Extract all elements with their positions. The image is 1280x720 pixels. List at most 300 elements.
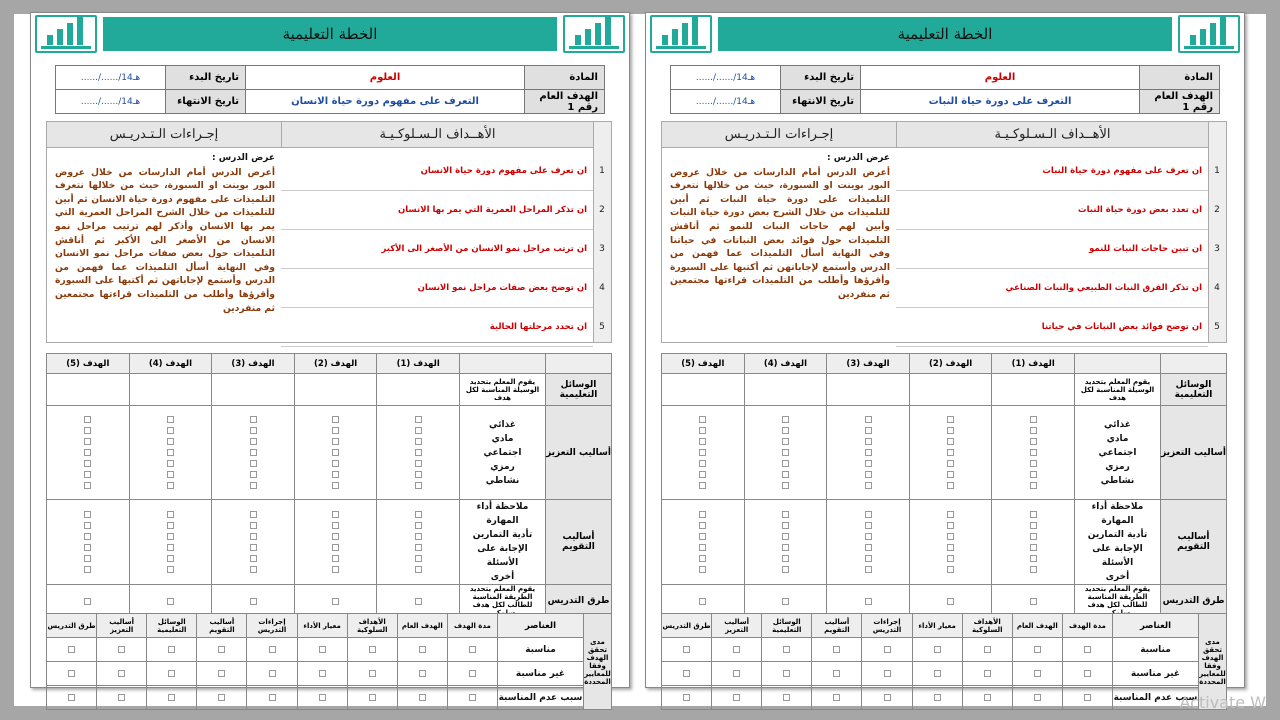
procedure-text xyxy=(51,150,279,340)
checkbox[interactable] xyxy=(1030,449,1037,456)
fit-row-label: مناسبة xyxy=(498,638,584,662)
checkbox[interactable] xyxy=(1030,511,1037,518)
checkbox[interactable] xyxy=(865,427,872,434)
checkbox[interactable] xyxy=(1084,670,1091,677)
element-cell xyxy=(147,686,197,710)
checkbox[interactable] xyxy=(167,438,174,445)
checkbox[interactable] xyxy=(947,460,954,467)
checkbox[interactable] xyxy=(782,555,789,562)
checkbox[interactable] xyxy=(415,449,422,456)
checkbox[interactable] xyxy=(118,694,125,701)
element-cell xyxy=(712,638,762,662)
checkbox[interactable] xyxy=(865,522,872,529)
checkbox[interactable] xyxy=(699,522,706,529)
checkbox[interactable] xyxy=(699,449,706,456)
goal-cell xyxy=(212,500,295,585)
checkbox[interactable] xyxy=(984,670,991,677)
checkbox[interactable] xyxy=(469,646,476,653)
checkbox[interactable] xyxy=(118,646,125,653)
checkbox[interactable] xyxy=(369,646,376,653)
checkbox[interactable] xyxy=(250,438,257,445)
list-entry: أخرى xyxy=(490,572,515,582)
checkbox[interactable] xyxy=(168,646,175,653)
checkbox[interactable] xyxy=(84,471,91,478)
list-entry: ملاحظة أداء المهارة xyxy=(476,502,529,526)
reinforce-list xyxy=(1075,406,1161,500)
methods-label: طرق التدريس xyxy=(546,585,612,618)
checkbox[interactable] xyxy=(833,670,840,677)
goal-cell xyxy=(377,500,460,585)
checkbox[interactable] xyxy=(782,533,789,540)
subject-value[interactable]: العلوم xyxy=(861,66,1140,90)
checkbox[interactable] xyxy=(934,694,941,701)
checkbox[interactable] xyxy=(782,598,789,605)
checkbox[interactable] xyxy=(1030,544,1037,551)
checkbox[interactable] xyxy=(167,598,174,605)
checkbox[interactable] xyxy=(733,670,740,677)
checkbox[interactable] xyxy=(84,482,91,489)
checkbox[interactable] xyxy=(84,598,91,605)
checkbox[interactable] xyxy=(168,694,175,701)
element-cell xyxy=(47,686,97,710)
element-cell xyxy=(662,686,712,710)
checkbox[interactable] xyxy=(84,533,91,540)
checkbox[interactable] xyxy=(782,438,789,445)
checkbox[interactable] xyxy=(947,438,954,445)
element-column-header: الوسائل التعليمية xyxy=(762,614,812,638)
checkbox[interactable] xyxy=(947,427,954,434)
checkbox[interactable] xyxy=(865,471,872,478)
page-header xyxy=(31,13,629,57)
objective-number: 5 xyxy=(1214,322,1220,332)
checkbox[interactable] xyxy=(167,471,174,478)
checkbox[interactable] xyxy=(782,544,789,551)
checkbox[interactable] xyxy=(865,460,872,467)
evaluation-grid xyxy=(661,353,1227,618)
checkbox[interactable] xyxy=(250,555,257,562)
checkbox[interactable] xyxy=(250,416,257,423)
grid-corner-2 xyxy=(460,354,546,374)
element-cell xyxy=(762,638,812,662)
start-date-label: تاريخ البدء xyxy=(781,66,861,90)
checkbox[interactable] xyxy=(415,598,422,605)
checkbox[interactable] xyxy=(947,482,954,489)
checkbox[interactable] xyxy=(332,555,339,562)
checkbox[interactable] xyxy=(699,416,706,423)
checkbox[interactable] xyxy=(699,471,706,478)
objective-number: 5 xyxy=(599,322,605,332)
checkbox[interactable] xyxy=(699,460,706,467)
element-cell xyxy=(347,638,397,662)
achievement-grid xyxy=(46,613,612,710)
checkbox[interactable] xyxy=(167,522,174,529)
checkbox[interactable] xyxy=(947,522,954,529)
checkbox[interactable] xyxy=(947,449,954,456)
checkbox[interactable] xyxy=(1030,416,1037,423)
checkbox[interactable] xyxy=(269,646,276,653)
checkbox[interactable] xyxy=(947,416,954,423)
checkbox[interactable] xyxy=(84,566,91,573)
checkbox[interactable] xyxy=(865,544,872,551)
checkbox[interactable] xyxy=(1030,555,1037,562)
element-cell xyxy=(912,662,962,686)
checkbox[interactable] xyxy=(865,566,872,573)
checkbox[interactable] xyxy=(947,598,954,605)
checkbox[interactable] xyxy=(699,438,706,445)
checkbox[interactable] xyxy=(68,670,75,677)
checkbox[interactable] xyxy=(865,416,872,423)
checkbox[interactable] xyxy=(167,416,174,423)
checkbox[interactable] xyxy=(415,544,422,551)
checkbox[interactable] xyxy=(218,646,225,653)
objective-number: 2 xyxy=(1214,205,1220,215)
checkbox[interactable] xyxy=(469,670,476,677)
checkbox[interactable] xyxy=(332,482,339,489)
school-logo-icon xyxy=(35,15,97,53)
checkbox[interactable] xyxy=(415,438,422,445)
checkbox[interactable] xyxy=(68,646,75,653)
aids-label: الوسائل التعليمية xyxy=(546,374,612,406)
checkbox[interactable] xyxy=(332,533,339,540)
element-cell xyxy=(912,638,962,662)
checkbox[interactable] xyxy=(415,460,422,467)
checkbox[interactable] xyxy=(782,416,789,423)
element-cell xyxy=(862,638,912,662)
checkbox[interactable] xyxy=(167,449,174,456)
checkbox[interactable] xyxy=(884,694,891,701)
checkbox[interactable] xyxy=(683,694,690,701)
checkbox[interactable] xyxy=(415,566,422,573)
element-cell xyxy=(97,638,147,662)
checkbox[interactable] xyxy=(332,511,339,518)
reinforce-label: أساليب التعزيز xyxy=(546,406,612,500)
checkbox[interactable] xyxy=(947,471,954,478)
checkbox[interactable] xyxy=(699,482,706,489)
checkbox[interactable] xyxy=(782,471,789,478)
checkbox[interactable] xyxy=(1034,694,1041,701)
element-column-header: الأهداف السلوكية xyxy=(962,614,1012,638)
checkbox[interactable] xyxy=(415,482,422,489)
procedure-text xyxy=(666,150,894,340)
checkbox[interactable] xyxy=(833,694,840,701)
checkbox[interactable] xyxy=(419,646,426,653)
element-cell xyxy=(97,662,147,686)
goal-cell xyxy=(909,374,992,406)
goal-cell xyxy=(129,374,212,406)
checkbox[interactable] xyxy=(250,471,257,478)
checkbox[interactable] xyxy=(699,511,706,518)
goal-cell xyxy=(992,374,1075,406)
checkbox[interactable] xyxy=(68,694,75,701)
checkbox[interactable] xyxy=(783,646,790,653)
checkbox[interactable] xyxy=(1030,598,1037,605)
element-cell xyxy=(662,662,712,686)
goal-cell xyxy=(744,406,827,500)
elements-label: العناصر xyxy=(498,614,584,638)
checkbox[interactable] xyxy=(884,670,891,677)
objective-number: 4 xyxy=(1214,283,1220,293)
checkbox[interactable] xyxy=(1034,670,1041,677)
methods-label: طرق التدريس xyxy=(1161,585,1227,618)
checkbox[interactable] xyxy=(167,460,174,467)
checkbox[interactable] xyxy=(269,694,276,701)
checkbox[interactable] xyxy=(250,566,257,573)
checkbox[interactable] xyxy=(947,511,954,518)
start-date-field[interactable]: ....../....../14هـ xyxy=(56,66,166,90)
checkbox[interactable] xyxy=(319,694,326,701)
subject-value[interactable]: العلوم xyxy=(246,66,525,90)
start-date-field[interactable]: ....../....../14هـ xyxy=(671,66,781,90)
checkbox[interactable] xyxy=(84,544,91,551)
checkbox[interactable] xyxy=(250,482,257,489)
element-cell xyxy=(197,638,247,662)
checkbox[interactable] xyxy=(168,670,175,677)
page-title: الخطة التعليمية xyxy=(897,25,993,43)
achievement-grid xyxy=(661,613,1227,710)
checkbox[interactable] xyxy=(1084,646,1091,653)
objective-item: ان ترتب مراحل نمو الانسان من الأصغر الى الأكبر xyxy=(281,230,593,269)
element-cell xyxy=(297,686,347,710)
info-table xyxy=(55,65,605,114)
checkbox[interactable] xyxy=(250,449,257,456)
checkbox[interactable] xyxy=(419,670,426,677)
checkbox[interactable] xyxy=(783,670,790,677)
general-goal-value[interactable]: التعرف على دورة حياة النبات xyxy=(861,90,1140,114)
element-cell xyxy=(962,686,1012,710)
checkbox[interactable] xyxy=(683,646,690,653)
element-cell xyxy=(1012,662,1062,686)
checkbox[interactable] xyxy=(699,533,706,540)
checkbox[interactable] xyxy=(1030,438,1037,445)
element-cell xyxy=(762,686,812,710)
checkbox[interactable] xyxy=(934,646,941,653)
checkbox[interactable] xyxy=(947,555,954,562)
goal-cell xyxy=(294,500,377,585)
checkbox[interactable] xyxy=(934,670,941,677)
checkbox[interactable] xyxy=(783,694,790,701)
methods-note: يقوم المعلم بتحديد الطريقة المناسبة للطالب لكل هدف xyxy=(1075,585,1161,618)
checkbox[interactable] xyxy=(699,544,706,551)
checkbox[interactable] xyxy=(782,522,789,529)
element-cell xyxy=(962,638,1012,662)
checkbox[interactable] xyxy=(167,511,174,518)
goal-column-header: الهدف (3) xyxy=(212,354,295,374)
objective-item: ان توضح بعض صفات مراحل نمو الانسان xyxy=(281,269,593,308)
checkbox[interactable] xyxy=(218,670,225,677)
checkbox[interactable] xyxy=(332,427,339,434)
element-cell xyxy=(812,662,862,686)
checkbox[interactable] xyxy=(167,482,174,489)
objectives-header: الأهــداف الـسـلوكـيـة xyxy=(281,122,593,148)
goal-column-header: الهدف (1) xyxy=(377,354,460,374)
checkbox[interactable] xyxy=(415,555,422,562)
checkbox[interactable] xyxy=(782,482,789,489)
checkbox[interactable] xyxy=(332,566,339,573)
checkbox[interactable] xyxy=(118,670,125,677)
checkbox[interactable] xyxy=(419,694,426,701)
checkbox[interactable] xyxy=(782,427,789,434)
checkbox[interactable] xyxy=(250,460,257,467)
subject-label: المادة xyxy=(525,66,605,90)
checkbox[interactable] xyxy=(250,427,257,434)
checkbox[interactable] xyxy=(947,533,954,540)
checkbox[interactable] xyxy=(332,460,339,467)
goal-cell xyxy=(47,500,130,585)
checkbox[interactable] xyxy=(947,544,954,551)
start-date-label: تاريخ البدء xyxy=(166,66,246,90)
checkbox[interactable] xyxy=(269,670,276,677)
checkbox[interactable] xyxy=(733,694,740,701)
checkbox[interactable] xyxy=(250,533,257,540)
end-date-field[interactable]: ....../....../14هـ xyxy=(56,90,166,114)
goal-cell xyxy=(827,406,910,500)
checkbox[interactable] xyxy=(1034,646,1041,653)
checkbox[interactable] xyxy=(167,427,174,434)
objective-item: ان تعرف على مفهوم دورة حياة النبات xyxy=(896,152,1208,191)
list-entry: الإجابة على الأسئلة xyxy=(477,544,528,568)
objective-number: 4 xyxy=(599,283,605,293)
checkbox[interactable] xyxy=(1030,482,1037,489)
list-entry: الإجابة على الأسئلة xyxy=(1092,544,1143,568)
element-cell xyxy=(862,686,912,710)
checkbox[interactable] xyxy=(167,555,174,562)
checkbox[interactable] xyxy=(1030,522,1037,529)
checkbox[interactable] xyxy=(84,416,91,423)
element-cell xyxy=(347,686,397,710)
checkbox[interactable] xyxy=(469,694,476,701)
checkbox[interactable] xyxy=(1030,471,1037,478)
checkbox[interactable] xyxy=(865,598,872,605)
checkbox[interactable] xyxy=(884,646,891,653)
school-logo-icon xyxy=(1178,15,1240,53)
lesson-plan-page xyxy=(30,12,630,703)
checkbox[interactable] xyxy=(332,522,339,529)
checkbox[interactable] xyxy=(733,646,740,653)
checkbox[interactable] xyxy=(332,416,339,423)
checkbox[interactable] xyxy=(415,533,422,540)
list-entry: نشاطي xyxy=(485,475,520,486)
checkbox[interactable] xyxy=(332,449,339,456)
checkbox[interactable] xyxy=(415,522,422,529)
checkbox[interactable] xyxy=(782,449,789,456)
list-entry: أخرى xyxy=(1105,572,1130,582)
checkbox[interactable] xyxy=(250,598,257,605)
end-date-label: تاريخ الانتهاء xyxy=(781,90,861,114)
checkbox[interactable] xyxy=(782,460,789,467)
checkbox[interactable] xyxy=(84,449,91,456)
checkbox[interactable] xyxy=(865,438,872,445)
element-cell xyxy=(1012,638,1062,662)
checkbox[interactable] xyxy=(699,555,706,562)
checkbox[interactable] xyxy=(947,566,954,573)
checkbox[interactable] xyxy=(1030,427,1037,434)
objectives-section xyxy=(46,121,612,343)
checkbox[interactable] xyxy=(1084,694,1091,701)
checkbox[interactable] xyxy=(699,598,706,605)
checkbox[interactable] xyxy=(332,598,339,605)
evaluation-grid xyxy=(46,353,612,618)
element-cell xyxy=(962,662,1012,686)
element-cell xyxy=(197,662,247,686)
checkbox[interactable] xyxy=(167,533,174,540)
checkbox[interactable] xyxy=(369,670,376,677)
checkbox[interactable] xyxy=(865,533,872,540)
element-cell xyxy=(247,662,297,686)
objective-item: ان تعرف على مفهوم دورة حياة الانسان xyxy=(281,152,593,191)
goal-cell xyxy=(744,374,827,406)
element-column-header: الهدف العام xyxy=(1012,614,1062,638)
element-column-header: الهدف العام xyxy=(397,614,447,638)
page-header xyxy=(646,13,1244,57)
goal-column-header: الهدف (4) xyxy=(129,354,212,374)
checkbox[interactable] xyxy=(1030,460,1037,467)
checkbox[interactable] xyxy=(332,544,339,551)
checkbox[interactable] xyxy=(865,511,872,518)
checkbox[interactable] xyxy=(699,566,706,573)
checkbox[interactable] xyxy=(84,427,91,434)
goal-cell xyxy=(909,406,992,500)
lesson-show-label: عرض الدرس : xyxy=(212,153,275,163)
checkbox[interactable] xyxy=(984,694,991,701)
general-goal-value[interactable]: التعرف على مفهوم دورة حياة الانسان xyxy=(246,90,525,114)
checkbox[interactable] xyxy=(415,427,422,434)
checkbox[interactable] xyxy=(865,482,872,489)
end-date-label: تاريخ الانتهاء xyxy=(166,90,246,114)
element-cell xyxy=(662,638,712,662)
checkbox[interactable] xyxy=(782,511,789,518)
checkbox[interactable] xyxy=(415,416,422,423)
checkbox[interactable] xyxy=(84,438,91,445)
objective-number: 2 xyxy=(599,205,605,215)
element-column-header: إجراءات التدريس xyxy=(862,614,912,638)
checkbox[interactable] xyxy=(332,438,339,445)
goal-column-header: الهدف (5) xyxy=(47,354,130,374)
objective-item: ان تعدد بعض دورة حياة النبات xyxy=(896,191,1208,230)
checkbox[interactable] xyxy=(683,670,690,677)
checkbox[interactable] xyxy=(167,566,174,573)
checkbox[interactable] xyxy=(84,460,91,467)
checkbox[interactable] xyxy=(84,511,91,518)
checkbox[interactable] xyxy=(699,427,706,434)
checkbox[interactable] xyxy=(415,471,422,478)
checkbox[interactable] xyxy=(332,471,339,478)
checkbox[interactable] xyxy=(319,670,326,677)
end-date-field[interactable]: ....../....../14هـ xyxy=(671,90,781,114)
checkbox[interactable] xyxy=(84,555,91,562)
checkbox[interactable] xyxy=(84,522,91,529)
checkbox[interactable] xyxy=(250,511,257,518)
checkbox[interactable] xyxy=(369,694,376,701)
element-column-header: معيار الأداء xyxy=(912,614,962,638)
checkbox[interactable] xyxy=(984,646,991,653)
checkbox[interactable] xyxy=(833,646,840,653)
objective-item: ان تحدد مرحلتها الحالية xyxy=(281,308,593,347)
checkbox[interactable] xyxy=(782,566,789,573)
checkbox[interactable] xyxy=(218,694,225,701)
checkbox[interactable] xyxy=(865,449,872,456)
checkbox[interactable] xyxy=(415,511,422,518)
checkbox[interactable] xyxy=(167,544,174,551)
checkbox[interactable] xyxy=(865,555,872,562)
list-entry: تأدية التمارين xyxy=(472,530,533,540)
checkbox[interactable] xyxy=(1030,566,1037,573)
checkbox[interactable] xyxy=(250,544,257,551)
checkbox[interactable] xyxy=(250,522,257,529)
list-entry: اجتماعي xyxy=(1098,447,1137,458)
element-cell xyxy=(712,662,762,686)
checkbox[interactable] xyxy=(1030,533,1037,540)
checkbox[interactable] xyxy=(319,646,326,653)
